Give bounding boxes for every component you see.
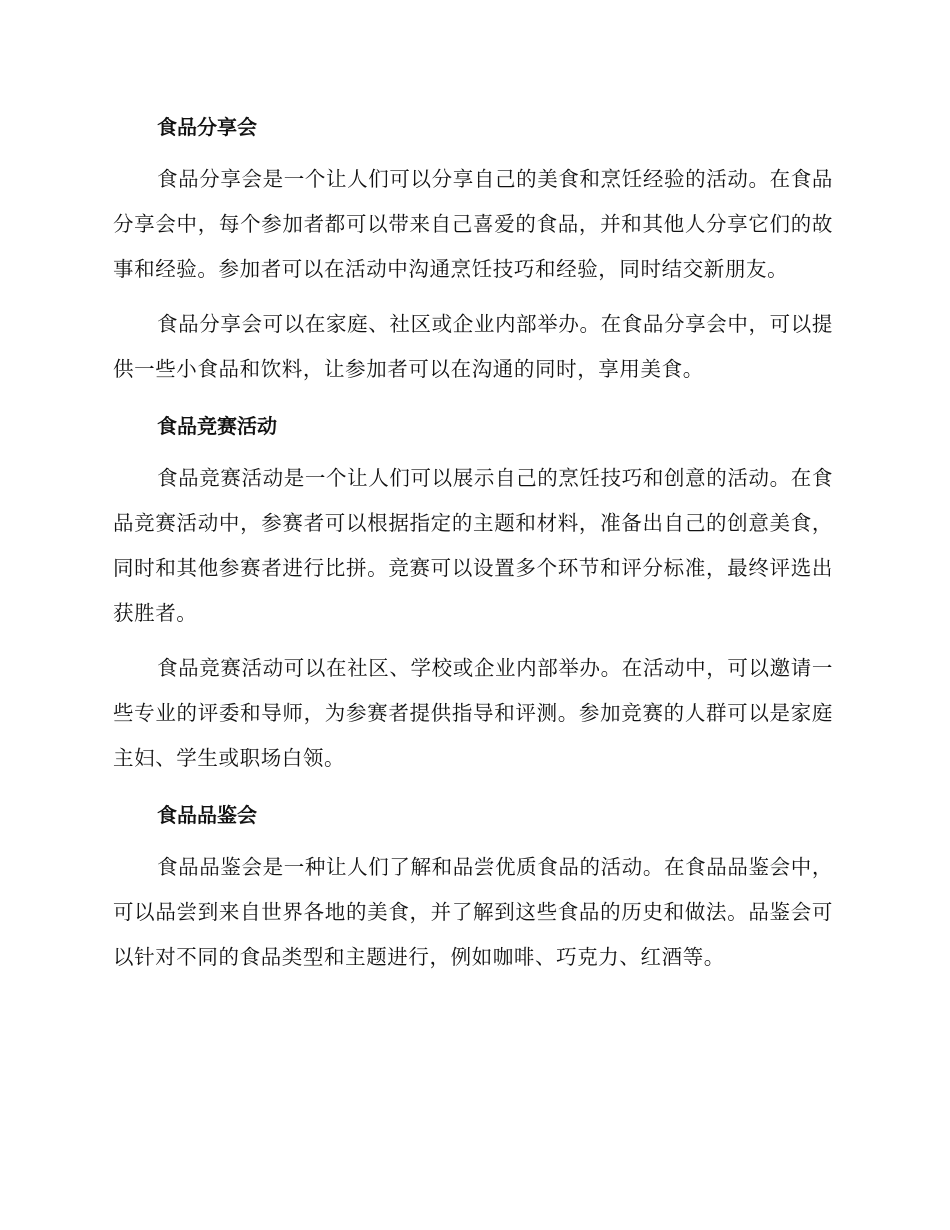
section-heading: 食品竞赛活动 <box>157 414 277 438</box>
paragraph: 食品分享会是一个让人们可以分享自己的美食和烹饪经验的活动。在食品分享会中，每个参加者都可以带来自己喜爱的食品，并和其他人分享它们的故事和经验。参加者可以在活动中沟通烹饪技巧和经验，同时结交新朋友。 <box>113 167 833 281</box>
paragraph: 食品分享会可以在家庭、社区或企业内部举办。在食品分享会中，可以提供一些小食品和饮料，让参加者可以在沟通的同时，享用美食。 <box>113 312 833 381</box>
section-heading: 食品分享会 <box>157 115 257 139</box>
paragraph: 食品竞赛活动可以在社区、学校或企业内部举办。在活动中，可以邀请一些专业的评委和导师，为参赛者提供指导和评测。参加竞赛的人群可以是家庭主妇、学生或职场白领。 <box>113 656 833 770</box>
paragraph: 食品竞赛活动是一个让人们可以展示自己的烹饪技巧和创意的活动。在食品竞赛活动中，参赛者可以根据指定的主题和材料，准备出自己的创意美食，同时和其他参赛者进行比拼。竞赛可以设置多个环节和评分标准，最终评选出获胜者。 <box>113 466 833 625</box>
document-page <box>113 103 833 990</box>
section-heading: 食品品鉴会 <box>157 803 257 827</box>
paragraph: 食品品鉴会是一种让人们了解和品尝优质食品的活动。在食品品鉴会中，可以品尝到来自世界各地的美食，并了解到这些食品的历史和做法。品鉴会可以针对不同的食品类型和主题进行，例如咖啡、巧克力、红酒等。 <box>113 855 833 969</box>
